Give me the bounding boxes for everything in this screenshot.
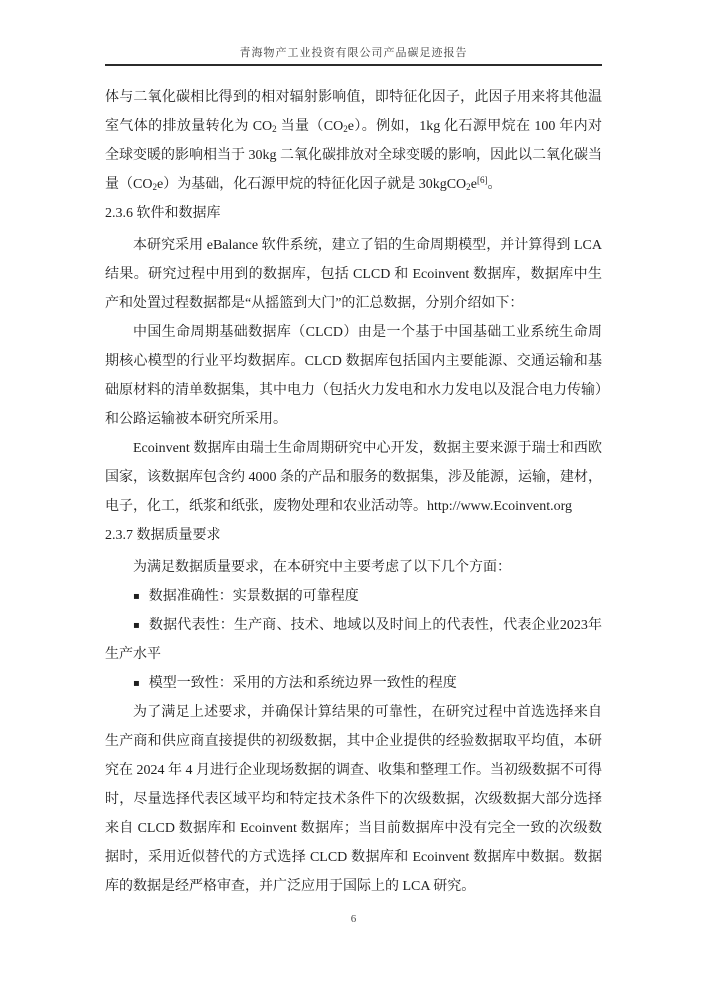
text-run-sub: 2 — [466, 181, 471, 192]
text-run: 数据代表性：生产商、技术、地域以及时间上的代表性，代表企业2023年生产水平 — [105, 618, 602, 662]
body-paragraph — [105, 231, 602, 318]
text-run: 2.3.7 数据质量要求 — [105, 528, 221, 543]
body-paragraph — [105, 318, 602, 434]
section-heading — [105, 199, 602, 228]
text-run: 当量（CO — [276, 119, 344, 134]
text-run: Ecoinvent 数据库由瑞士生命周期研究中心开发，数据主要来源于瑞士和西欧国家，该数据库包含约 4000 条的产品和服务的数据集，涉及能源，运输，建材，电子，化工，纸浆和纸张，废物处理和农业活动等。http://www.Ecoinvent.org — [105, 441, 602, 514]
bullet-square-icon: ▪ — [133, 591, 140, 602]
page-footer — [0, 913, 707, 925]
text-run: 。 — [487, 177, 502, 192]
bullet-square-icon: ▪ — [133, 620, 140, 631]
text-run: 为满足数据质量要求，在本研究中主要考虑了以下几个方面： — [133, 560, 511, 575]
text-run: 模型一致性：采用的方法和系统边界一致性的程度 — [148, 676, 457, 691]
body-paragraph — [105, 434, 602, 521]
text-run: 本研究采用 eBalance 软件系统，建立了铝的生命周期模型，并计算得到 LCA 结果。研究过程中用到的数据库，包括 CLCD 和 Ecoinvent 数据库，数据库中生产和处置过程数据都是“从摇篮到大门”的汇总数据，分别介绍如下： — [105, 238, 602, 311]
page-number: 6 — [350, 913, 357, 925]
text-run: 数据准确性：实景数据的可靠程度 — [148, 589, 359, 604]
page-header — [105, 0, 602, 66]
text-run-sup: [6] — [476, 175, 488, 185]
text-run: e）为基础，化石源甲烷的特征化因子就是 30kgCO — [157, 177, 467, 192]
section-heading — [105, 521, 602, 550]
text-run: e — [470, 177, 477, 192]
text-run: 为了满足上述要求，并确保计算结果的可靠性，在研究过程中首选选择来自生产商和供应商直接提供的初级数据，其中企业提供的经验数据取平均值，本研究在 2024 年 4 月进行企业现场数据的调查、收集和整理工作。当初级数据不可得时，尽量选择代表区域平均和特定技术条件下的次级数据，次级数据大部分选择来自 CLCD 数据库和 Ecoinvent 数据库；当目前数据库中没有完全一致的次级数据时，采用近似替代的方式选择 CLCD 数据库和 Ecoinvent 数据库中数据。数据库的数据是经严格审查，并广泛应用于国际上的 LCA 研究。 — [105, 705, 602, 894]
running-header-title: 青海物产工业投资有限公司产品碳足迹报告 — [239, 47, 468, 59]
text-run-sub: 2 — [152, 181, 157, 192]
bullet-square-icon: ▪ — [133, 678, 140, 689]
text-run: e）。例如，1kg 化石源甲烷在 100 年内对全球变暖的影响相当于 30kg 二氧化碳排放对全球变暖的影响，因此以二氧化碳当量（CO — [105, 119, 602, 192]
body-paragraph — [105, 83, 602, 199]
body-paragraph — [105, 553, 602, 582]
page-body — [105, 83, 602, 901]
text-run: 中国生命周期基础数据库（CLCD）由是一个基于中国基础工业系统生命周期核心模型的行业平均数据库。CLCD 数据库包括国内主要能源、交通运输和基础原材料的清单数据集，其中电力（包括火力发电和水力发电以及混合电力传输）和公路运输被本研究所采用。 — [105, 325, 602, 427]
text-run-sub: 2 — [272, 123, 277, 134]
bullet-item — [105, 611, 602, 669]
text-run: 体与二氧化碳相比得到的相对辐射影响值，即特征化因子，此因子用来将其他温室气体的排放量转化为 CO — [105, 90, 602, 134]
bullet-item — [105, 669, 602, 698]
body-paragraph — [105, 698, 602, 901]
bullet-item — [105, 582, 602, 611]
text-run-sub: 2 — [343, 123, 348, 134]
text-run: 2.3.6 软件和数据库 — [105, 206, 221, 221]
